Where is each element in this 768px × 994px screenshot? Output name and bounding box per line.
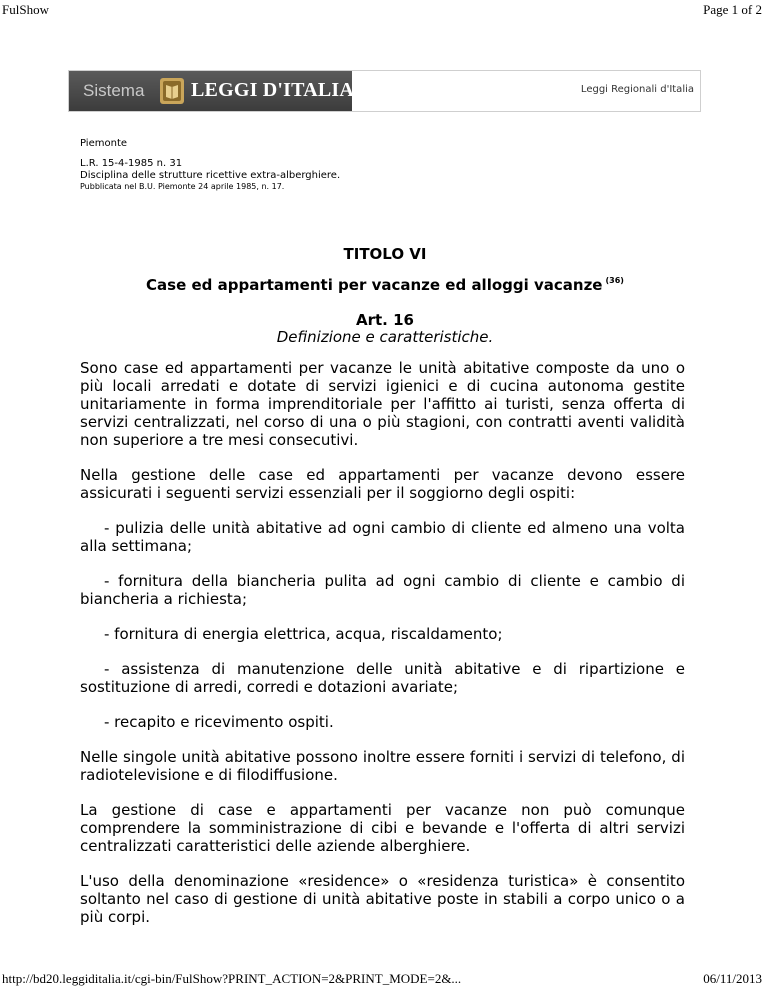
- book-emblem-icon: [159, 77, 185, 105]
- chapter-heading: [80, 276, 690, 294]
- paragraph: Nella gestione delle case ed appartamenti per vacanze devono essere assicurati i seguenti servizi essenziali per il soggiorno degli ospiti:: [80, 466, 685, 502]
- paragraph: L'uso della denominazione «residence» o «residenza turistica» è consentito soltanto nel caso di gestione di unità abitative poste in stabili a corpo unico o a più corpi.: [80, 872, 685, 926]
- banner-title: LEGGI D'ITALIA: [191, 79, 355, 101]
- print-footer: [0, 971, 768, 989]
- publication-note: Pubblicata nel B.U. Piemonte 24 aprile 1985, n. 17.: [80, 182, 285, 191]
- paragraph: Sono case ed appartamenti per vacanze le unità abitative composte da uno o più locali arredati e dotate di servizi igienici e di cucina autonoma gestite unitariamente in forma imprenditoriale per l'affitto ai turisti, senza offerta di servizi centralizzati, nel corso di una o più stagioni, con contratti aventi validità non superiore a tre mesi consecutivi.: [80, 359, 685, 449]
- banner-sistema-label: Sistema: [83, 81, 145, 100]
- paragraph: Nelle singole unità abitative possono inoltre essere forniti i servizi di telefono, di radiotelevisione e di filodiffusione.: [80, 748, 685, 784]
- paragraph: La gestione di case e appartamenti per vacanze non può comunque comprendere la somministrazione di cibi e bevande e l'offerta di altri servizi centralizzati caratteristici delle aziende alberghiere.: [80, 801, 685, 855]
- print-footer-url: http://bd20.leggiditalia.it/cgi-bin/FulShow?PRINT_ACTION=2&PRINT_MODE=2&...: [2, 971, 462, 986]
- chapter-heading-text: Case ed appartamenti per vacanze ed alloggi vacanze: [146, 276, 603, 294]
- article-subtitle: Definizione e caratteristiche.: [276, 328, 494, 346]
- banner-section-label: Leggi Regionali d'Italia: [580, 84, 694, 95]
- site-banner: [68, 70, 701, 112]
- list-item: - fornitura della biancheria pulita ad ogni cambio di cliente e cambio di biancheria a richiesta;: [80, 572, 685, 608]
- list-item: - pulizia delle unità abitative ad ogni cambio di cliente ed almeno una volta alla settimana;: [80, 519, 685, 555]
- article-body: [80, 359, 685, 943]
- footnote-reference[interactable]: (36): [605, 276, 624, 285]
- list-item: - assistenza di manutenzione delle unità abitative e di ripartizione e sostituzione di arredi, corredi e dotazioni avariate;: [80, 660, 685, 696]
- list-item: - fornitura di energia elettrica, acqua, riscaldamento;: [104, 625, 503, 643]
- law-reference: L.R. 15-4-1985 n. 31: [80, 158, 183, 169]
- print-header-title: FulShow: [2, 2, 49, 17]
- document-meta: [80, 138, 680, 192]
- law-subject: Disciplina delle strutture ricettive extra-alberghiere.: [80, 170, 341, 181]
- print-header: [0, 2, 768, 18]
- region-label: Piemonte: [80, 138, 128, 149]
- print-footer-date: 06/11/2013: [703, 971, 762, 986]
- section-title: TITOLO VI: [343, 245, 427, 263]
- list-item: - recapito e ricevimento ospiti.: [104, 713, 334, 731]
- article-number: Art. 16: [356, 311, 414, 329]
- banner-dark-panel: [69, 71, 355, 111]
- print-header-page: Page 1 of 2: [703, 2, 762, 17]
